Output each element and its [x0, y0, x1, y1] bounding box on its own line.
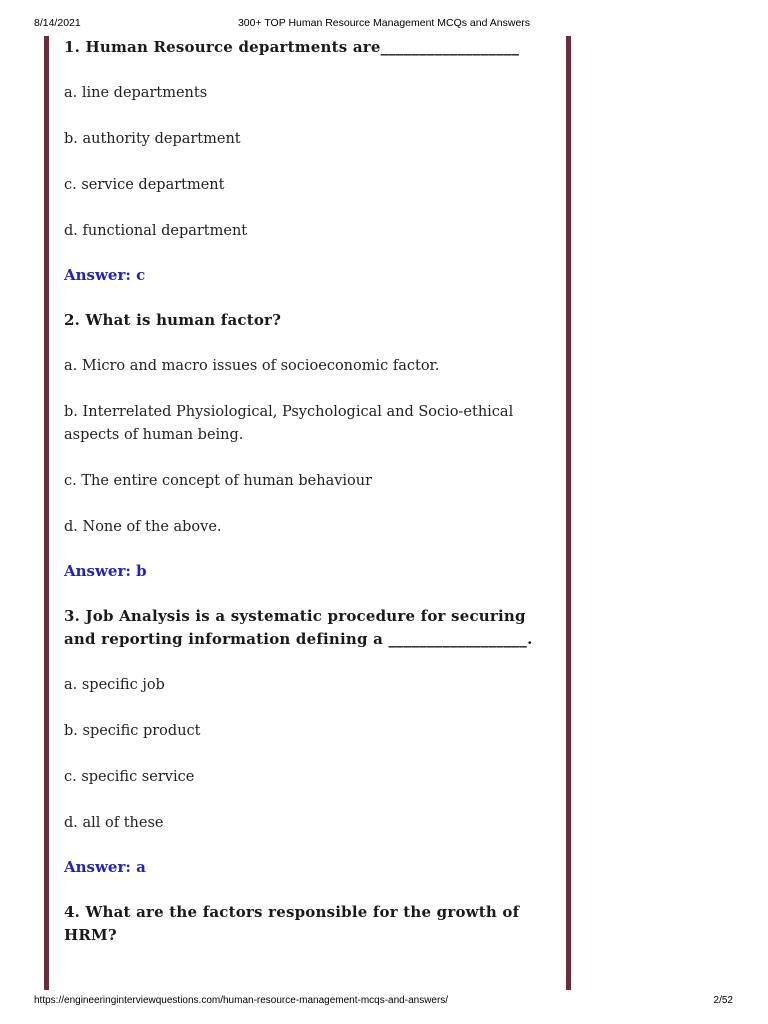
- answer-label: Answer:: [64, 562, 131, 580]
- question-1-answer: [64, 264, 560, 287]
- question-2-answer: [64, 560, 560, 583]
- question-3-option-b: b. specific product: [64, 723, 201, 739]
- question-1-option-a: a. line departments: [64, 85, 208, 101]
- question-3-answer: [64, 856, 560, 879]
- question-3-option-c: c. specific service: [64, 769, 195, 785]
- mcq-content: [64, 36, 560, 947]
- question-3: 3. Job Analysis is a systematic procedure for securing and reporting information defining a __________________.: [64, 607, 533, 648]
- answer-value: b: [136, 562, 147, 580]
- question-2-option-a: a. Micro and macro issues of socioeconomic factor.: [64, 358, 440, 374]
- question-2-option-b: b. Interrelated Physiological, Psychological and Socio-ethical aspects of human being.: [64, 404, 514, 443]
- question-2-option-c: c. The entire concept of human behaviour: [64, 473, 373, 489]
- question-1-option-b: b. authority department: [64, 131, 241, 147]
- question-1-option-d: d. functional department: [64, 223, 248, 239]
- answer-label: Answer:: [64, 858, 131, 876]
- page-number: 2/52: [713, 995, 733, 1006]
- question-3-option-a: a. specific job: [64, 677, 165, 693]
- question-1-option-c: c. service department: [64, 177, 225, 193]
- question-2: 2. What is human factor?: [64, 311, 282, 329]
- question-4: 4. What are the factors responsible for the growth of HRM?: [64, 903, 520, 944]
- document-title: 300+ TOP Human Resource Management MCQs and Answers: [237, 17, 531, 29]
- question-2-option-d: d. None of the above.: [64, 519, 222, 535]
- question-1: 1. Human Resource departments are__________________: [64, 38, 520, 56]
- source-url: https://engineeringinterviewquestions.com/human-resource-management-mcqs-and-answers/: [34, 995, 449, 1006]
- print-date: 8/14/2021: [34, 17, 81, 29]
- answer-value: a: [136, 858, 146, 876]
- question-3-option-d: d. all of these: [64, 815, 164, 831]
- right-border-bar: [566, 36, 571, 990]
- print-header: [0, 0, 768, 30]
- answer-label: Answer:: [64, 266, 131, 284]
- left-border-bar: [44, 36, 49, 990]
- answer-value: c: [136, 266, 146, 284]
